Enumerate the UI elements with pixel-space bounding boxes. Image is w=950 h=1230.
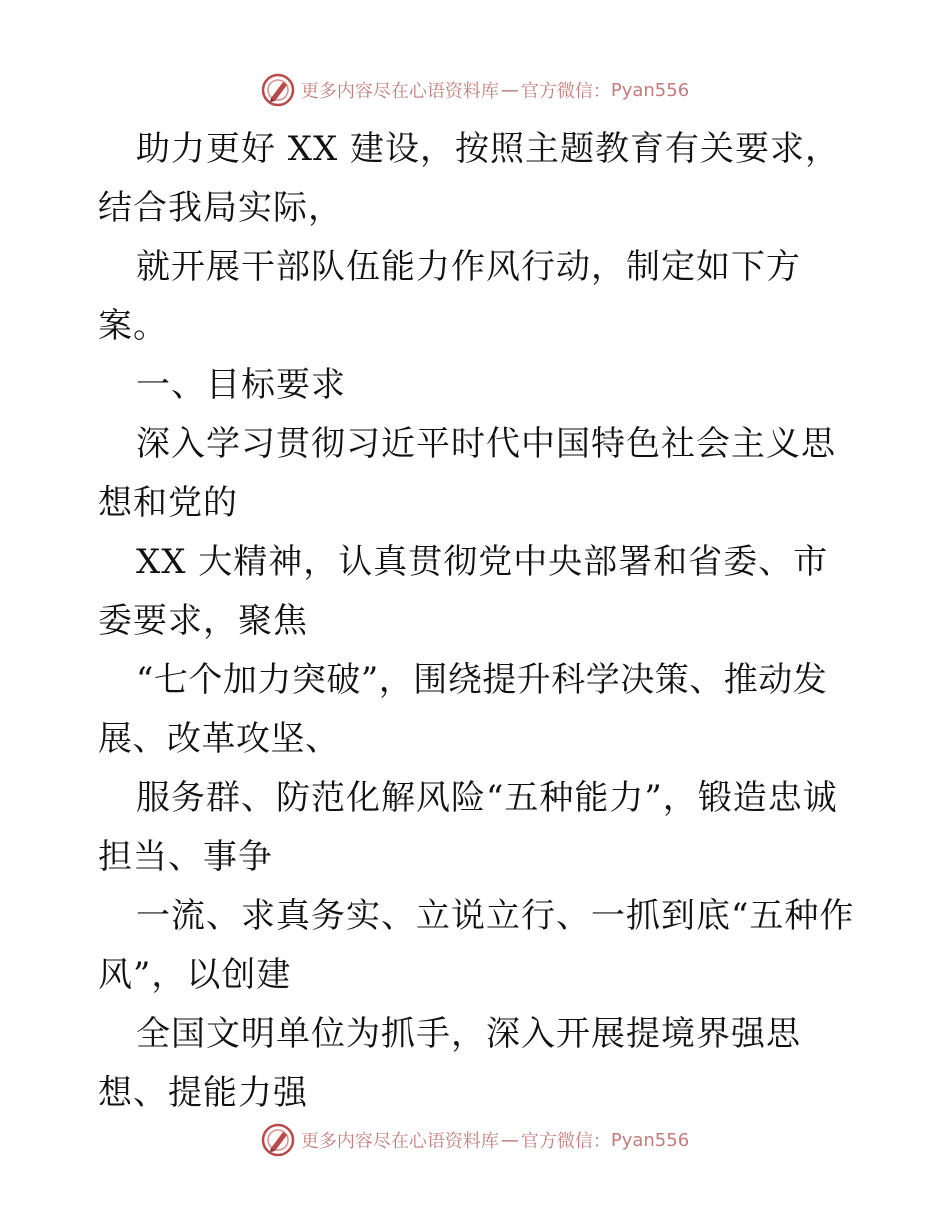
- watermark-separator: —: [500, 79, 519, 101]
- pen-logo-icon: [261, 1123, 295, 1157]
- paragraph-7: 一流、求真务实、立说立行、一抓到底“五种作风”，以创建: [98, 896, 855, 995]
- watermark-text: 更多内容尽在心语资料库: [300, 81, 499, 102]
- paragraph-2: 就开展干部队伍能力作风行动，制定如下方案。: [98, 247, 801, 346]
- watermark-wechat-label: 官方微信：: [520, 1131, 611, 1152]
- footer-watermark: [0, 1120, 950, 1160]
- paragraph-8: 全国文明单位为抓手，深入开展提境界强思想、提能力强: [98, 1014, 801, 1113]
- paragraph-5: “七个加力突破”，围绕提升科学决策、推动发展、改革攻坚、: [98, 660, 828, 759]
- header-watermark: [0, 70, 950, 110]
- watermark-text: 更多内容尽在心语资料库: [300, 1131, 499, 1152]
- watermark-wechat-id: Pyan556: [610, 79, 690, 101]
- document-body: [98, 120, 858, 1123]
- pen-logo-icon: [261, 73, 295, 107]
- paragraph-4: XX 大精神，认真贯彻党中央部署和省委、市委要求，聚焦: [98, 542, 829, 641]
- watermark-separator: —: [500, 1129, 519, 1151]
- paragraph-1: 助力更好 XX 建设，按照主题教育有关要求，结合我局实际，: [98, 129, 841, 228]
- watermark-wechat-label: 官方微信：: [520, 81, 611, 102]
- paragraph-6: 服务群、防范化解风险“五种能力”，锻造忠诚担当、事争: [98, 778, 838, 877]
- section-heading: 一、目标要求: [136, 365, 346, 405]
- watermark-wechat-id: Pyan556: [610, 1129, 690, 1151]
- paragraph-3: 深入学习贯彻习近平时代中国特色社会主义思想和党的: [98, 424, 836, 523]
